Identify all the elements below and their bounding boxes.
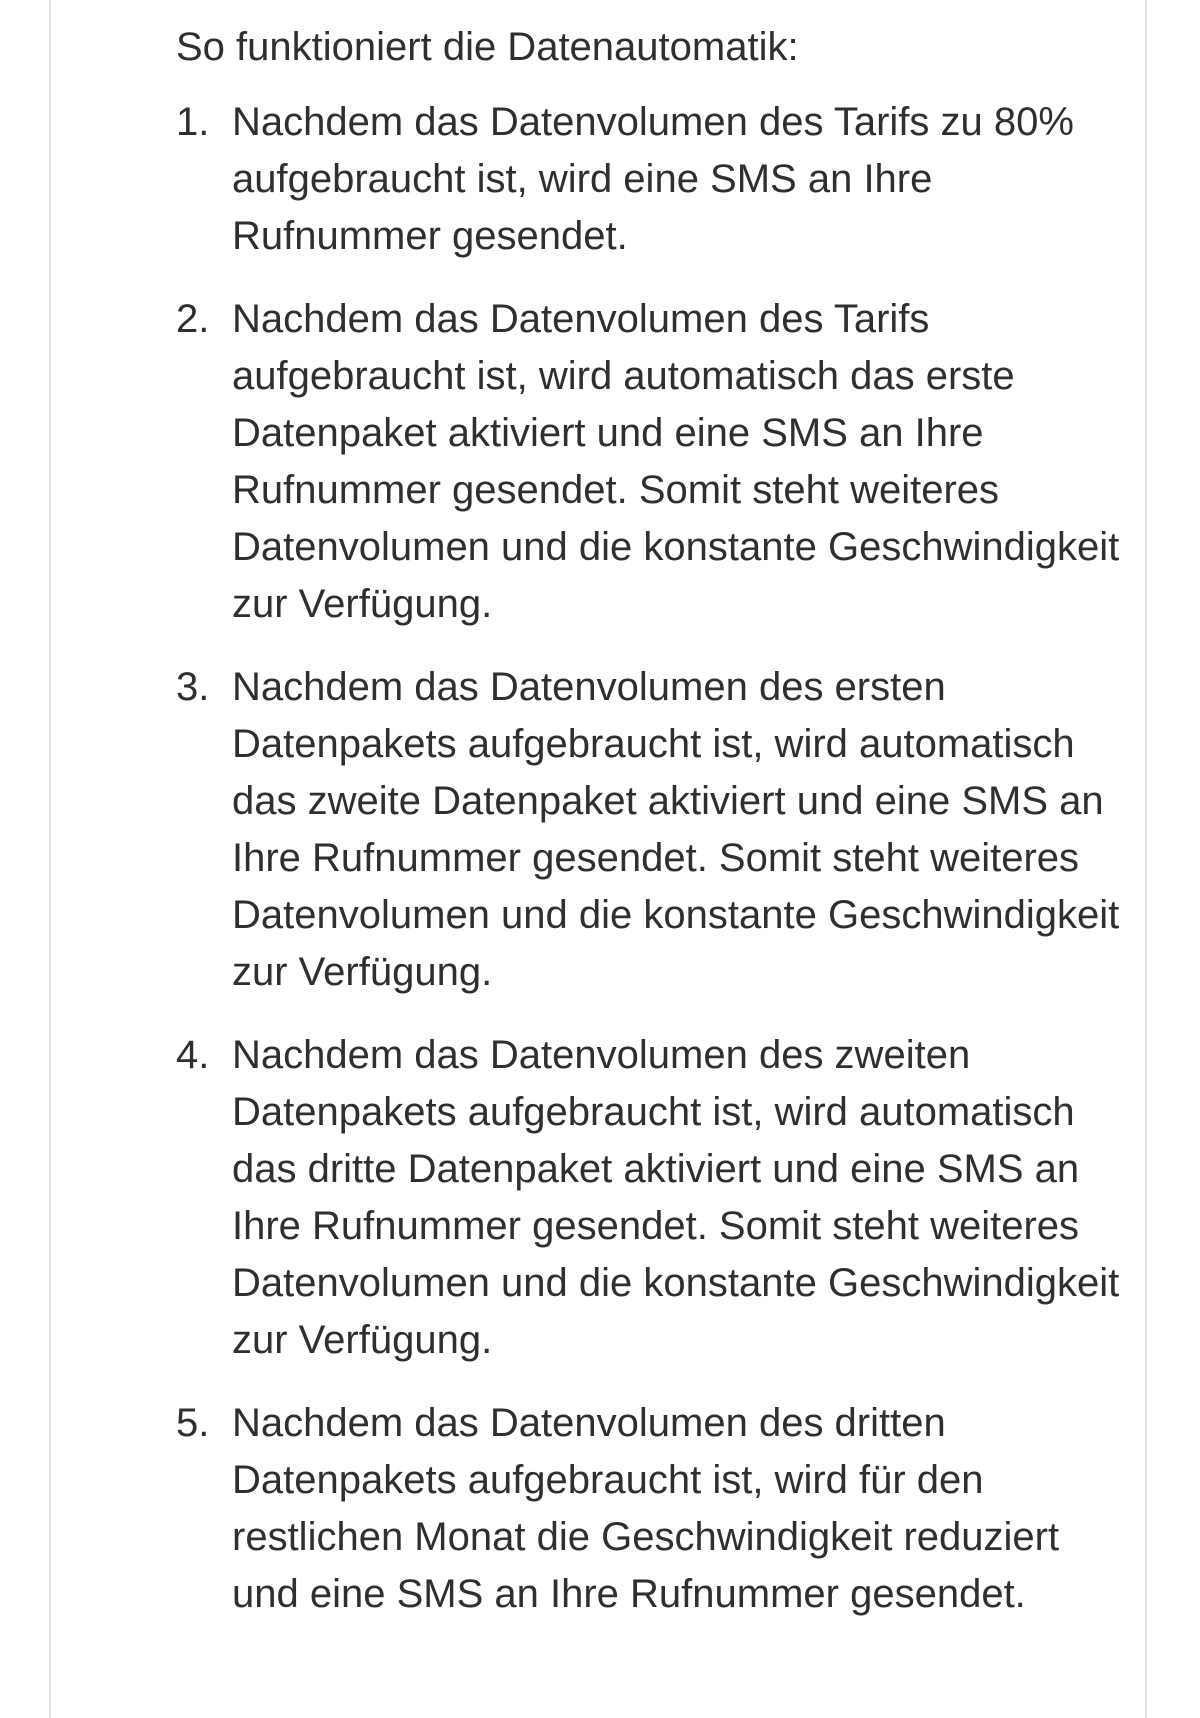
list-item-number: 4. — [176, 1033, 210, 1077]
list-item-number: 2. — [176, 297, 210, 341]
list-item-text: Nachdem das Datenvolumen des ersten Datenpakets aufgebraucht ist, wird automatisch das zweite Datenpaket aktiviert und eine SMS an Ihre Rufnummer gesendet. Somit steht weiteres Datenvolumen und die konstante Geschwindigkeit zur Verfügung. — [232, 665, 1120, 994]
content-panel — [49, 0, 1147, 1718]
list-item-text: Nachdem das Datenvolumen des zweiten Datenpakets aufgebraucht ist, wird automatisch das dritte Datenpaket aktiviert und eine SMS an Ihre Rufnummer gesendet. Somit steht weiteres Datenvolumen und die konstante Geschwindigkeit zur Verfügung. — [232, 1033, 1120, 1362]
list-item-number: 1. — [176, 100, 210, 144]
list-item-number: 3. — [176, 665, 210, 709]
list-item-text: Nachdem das Datenvolumen des dritten Datenpakets aufgebraucht ist, wird für den restlichen Monat die Geschwindigkeit reduziert und eine SMS an Ihre Rufnummer gesendet. — [232, 1401, 1060, 1616]
list-item — [176, 1395, 1136, 1623]
list-item-number: 5. — [176, 1401, 210, 1445]
steps-list — [176, 94, 1136, 1623]
list-item-text: Nachdem das Datenvolumen des Tarifs zu 80% aufgebraucht ist, wird eine SMS an Ihre Rufnummer gesendet. — [232, 100, 1074, 258]
list-item — [176, 1027, 1136, 1369]
list-item — [176, 94, 1136, 265]
datenautomatik-section — [176, 18, 1136, 1649]
list-item — [176, 291, 1136, 633]
list-item — [176, 659, 1136, 1001]
list-item-text: Nachdem das Datenvolumen des Tarifs aufgebraucht ist, wird automatisch das erste Datenpaket aktiviert und eine SMS an Ihre Rufnummer gesendet. Somit steht weiteres Datenvolumen und die konstante Geschwindigkeit zur Verfügung. — [232, 297, 1120, 626]
section-intro: So funktioniert die Datenautomatik: — [176, 25, 799, 69]
